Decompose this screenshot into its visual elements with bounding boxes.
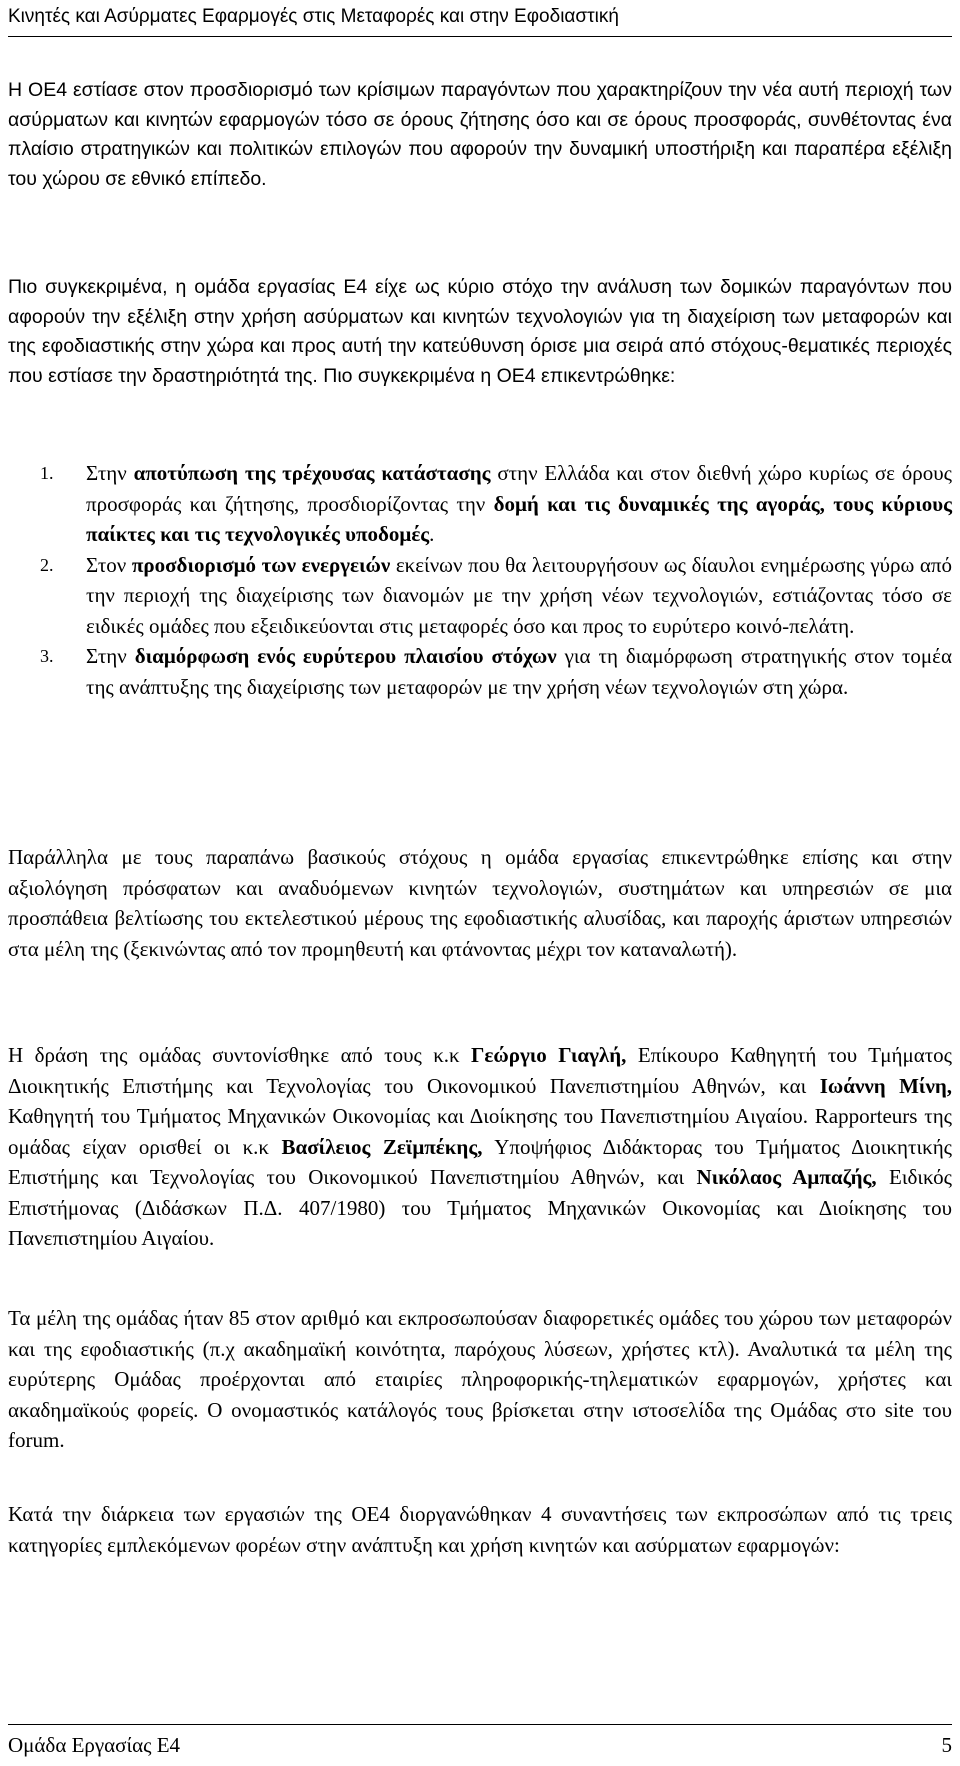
paragraph-focus: Η ΟΕ4 εστίασε στον προσδιορισμό των κρίσιμων παραγόντων που χαρακτηρίζουν την νέα αυτή περιοχή των ασύρματων και κινητών εφαρμογών τόσο σε όρους ζήτησης όσο και σε όρους προσφοράς, συνθέτοντας ένα πλαίσιο στρατηγικών και πολιτικών επιλογών που αφορούν την δυναμική υποστήριξη και παραπέρα εξέλιξη του χώρου σε εθνικό επίπεδο. <box>8 79 952 190</box>
paragraph-text: Επίκουρο Καθηγητή του Τμήματος Διοικητικής Επιστήμης και Τεχνολογίας του Οικονομικού Πανεπιστημίου Αθηνών, και <box>8 1043 952 1098</box>
paragraph-coordination <box>8 1040 952 1254</box>
person-name: Γεώργιο Γιαγλή, <box>471 1043 627 1067</box>
list-item <box>8 458 952 550</box>
paragraph-text: Υποψήφιος Διδάκτορας του Τμήματος Διοικητικής Επιστήμης και Τεχνολογίας του Οικονομικού Πανεπιστημίου Αθηνών, και <box>8 1134 952 1189</box>
paragraph-meetings: Κατά την διάρκεια των εργασιών της ΟΕ4 διοργανώθηκαν 4 συναντήσεις των εκπροσώπων από τις τρεις κατηγορίες εμπλεκόμενων φορέων στην ανάπτυξη και χρήση κινητών και ασύρματων εφαρμογών: <box>8 1502 952 1557</box>
paragraph-evaluation: Παράλληλα με τους παραπάνω βασικούς στόχους η ομάδα εργασίας επικεντρώθηκε επίσης και στην αξιολόγηση πρόσφατων και αναδυόμενων κινητών τεχνολογιών, συστημάτων και υπηρεσιών σε μια προσπάθεια βελτίωσης του εκτελεστικού μέρους της εφοδιαστικής αλυσίδας, και παροχής άριστων υπηρεσιών στα μέλη της (ξεκινώντας από τον προμηθευτή και φτάνοντας μέχρι τον καταναλωτή). <box>8 845 952 961</box>
list-number: 1. <box>40 463 54 483</box>
footer-group: Ομάδα Εργασίας Ε4 <box>8 1733 181 1757</box>
list-text: Στην <box>86 461 134 485</box>
header-title: Κινητές και Ασύρματες Εφαρμογές στις Μεταφορές και στην Εφοδιαστική <box>8 6 619 27</box>
paragraph-text: Η δράση της ομάδας συντονίσθηκε από τους κ.κ <box>8 1043 472 1067</box>
objectives-list <box>8 458 952 702</box>
page-footer <box>8 1724 952 1759</box>
list-emphasis: αποτύπωση της τρέχουσας κατάστασης <box>133 461 491 485</box>
list-item <box>8 641 952 702</box>
person-name: Βασίλειος Ζεϊμπέκης, <box>281 1134 483 1159</box>
paragraph-text: Ειδικός Επιστήμονας (Διδάσκων Π.Δ. 407/1980) του Τμήματος Μηχανικών Οικονομίας και Διοίκησης του Πανεπιστημίου Αιγαίου. <box>8 1165 952 1250</box>
list-emphasis: προσδιορισμό των ενεργειών <box>131 552 391 577</box>
list-text: στην Ελλάδα και στον διεθνή χώρο κυρίως σε όρους προσφοράς και ζήτησης, προσδιορίζοντας την <box>86 461 952 516</box>
list-text: . <box>429 522 435 546</box>
list-emphasis: δομή και τις δυναμικές της αγοράς, τους κύριους παίκτες και τις τεχνολογικές υποδομές <box>86 491 952 546</box>
list-text: Στην <box>86 644 135 668</box>
list-text: Στον <box>86 552 132 577</box>
page-number: 5 <box>941 1733 952 1757</box>
list-text: εκείνων που θα λειτουργήσουν ως δίαυλοι ενημέρωσης γύρω από την περιοχή της διαχείρισης των διανομών με την χρήση νέων τεχνολογιών, εστιάζοντας τόσο σε ειδικές ομάδες που εξειδικεύονται στις μεταφορές όσο και προς το ευρύτερο κοινό-πελάτη. <box>86 552 953 638</box>
list-number: 2. <box>40 554 54 575</box>
paragraph-members: Τα μέλη της ομάδας ήταν 85 στον αριθμό και εκπροσωπούσαν διαφορετικές ομάδες του χώρου των μεταφορών και της εφοδιαστικής (π.χ ακαδημαϊκή κοινότητα, παρόχους λύσεων, χρήστες κτλ). Αναλυτικά τα μέλη της ευρύτερης Ομάδας προέρχονται από εταιρίες πληροφορικής-τηλεματικών εφαρμογών, χρήστες και ακαδημαϊκούς φορείς. Ο ονομαστικός κατάλογός τους βρίσκεται στην ιστοσελίδα της Ομάδας στο site του forum. <box>8 1306 952 1452</box>
list-text: για τη διαμόρφωση στρατηγικής στον τομέα της ανάπτυξης της διαχείρισης των μεταφορών με την χρήση νέων τεχνολογιών στη χώρα. <box>86 644 952 699</box>
paragraph-text: Καθηγητή του Τμήματος Μηχανικών Οικονομίας και Διοίκησης του Πανεπιστημίου Αιγαίου. Rapporteurs της ομάδας είχαν ορισθεί οι κ.κ <box>8 1104 952 1159</box>
page-header <box>8 0 952 37</box>
list-number: 3. <box>40 646 54 666</box>
list-emphasis: διαμόρφωση ενός ευρύτερου πλαισίου στόχων <box>134 644 557 668</box>
paragraph-objectives: Πιο συγκεκριμένα, η ομάδα εργασίας Ε4 είχε ως κύριο στόχο την ανάλυση των δομικών παραγόντων που αφορούν την εξέλιξη στην χρήση ασύρματων και κινητών τεχνολογιών για τη διαχείριση των μεταφορών και της εφοδιαστικής στην χώρα και προς αυτή την κατεύθυνση όρισε μια σειρά από στόχους-θεματικές περιοχές που εστίασε την δραστηριότητά της. Πιο συγκεκριμένα η ΟΕ4 επικεντρώθηκε: <box>8 276 952 387</box>
person-name: Νικόλαος Αμπαζής, <box>696 1165 877 1189</box>
person-name: Ιωάννη Μίνη, <box>819 1073 952 1098</box>
list-item <box>8 550 952 642</box>
